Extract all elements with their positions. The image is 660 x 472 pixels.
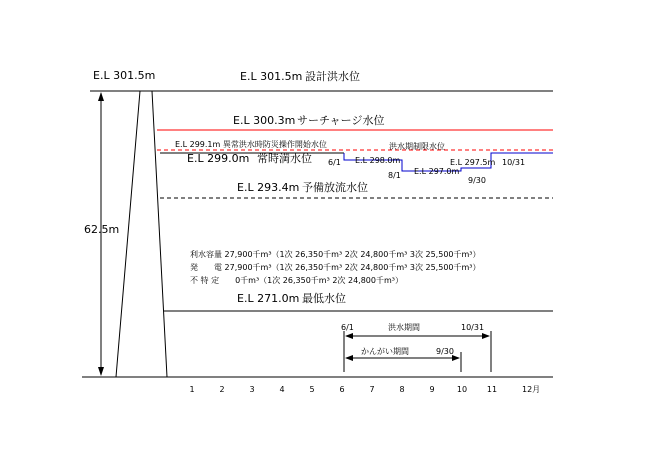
preliminary-release-el: E.L 293.4m (237, 181, 300, 194)
height-arrow-head-top (98, 92, 104, 101)
step-label-el-2975: E.L 297.5m (450, 158, 496, 167)
month-label: 8 (399, 385, 405, 394)
step-label-9-30: 9/30 (468, 176, 486, 185)
irrigation-period-end: 9/30 (436, 347, 454, 356)
minimum-el: E.L 271.0m (237, 292, 300, 305)
capacity-water-use: 利水容量 27,900千m³（1次 26,350千m³ 2次 24,800千m³ 3次 25,500千m³） (190, 250, 481, 259)
surcharge-el: E.L 300.3m (233, 114, 296, 127)
month-label: 1 (189, 385, 195, 394)
design-flood-el: E.L 301.5m (240, 70, 303, 83)
step-label-el-298: E.L 298.0m (355, 156, 401, 165)
flood-period-arrow-head-right (482, 333, 490, 339)
flood-period-arrow-head-left (345, 333, 353, 339)
step-label-6-1: 6/1 (328, 158, 341, 167)
irrigation-period-label: かんがい期間 (361, 347, 409, 356)
month-label: 9 (429, 385, 435, 394)
month-label: 2 (219, 385, 225, 394)
height-arrow-head-bottom (98, 367, 104, 376)
dam-height-label: 62.5m (84, 223, 120, 236)
minimum-name: 最低水位 (302, 292, 346, 305)
flood-period-label: 洪水期間 (388, 323, 420, 332)
month-label: 3 (249, 385, 255, 394)
month-label: 5 (309, 385, 315, 394)
design-flood-name: 設計洪水位 (305, 70, 360, 83)
month-label: 6 (339, 385, 345, 394)
capacity-power: 発 電 27,900千m³（1次 26,350千m³ 2次 24,800千m³ 3次 25,500千m³） (190, 263, 481, 272)
step-label-8-1: 8/1 (388, 171, 401, 180)
flood-period-start: 6/1 (341, 323, 354, 332)
flood-period-end: 10/31 (461, 323, 485, 332)
left-el-label: E.L 301.5m (93, 69, 156, 82)
normal-full-name: 常時満水位 (257, 152, 312, 165)
month-label: 10 (456, 385, 468, 394)
month-label: 7 (369, 385, 375, 394)
step-label-el-297: E.L 297.0m (414, 167, 460, 176)
capacity-unspecified: 不 特 定 0千m³（1次 26,350千m³ 2次 24,800千m³） (190, 276, 403, 285)
dam-body (116, 91, 167, 377)
normal-full-el: E.L 299.0m (187, 152, 250, 165)
irrigation-period-arrow-head-left (345, 355, 353, 361)
month-label: 12月 (522, 385, 541, 394)
flood-limit-label: 洪水期制限水位 (389, 142, 445, 151)
month-label: 4 (279, 385, 285, 394)
step-label-10-31: 10/31 (502, 158, 526, 167)
month-labels (189, 385, 540, 394)
abnormal-flood-label: E.L 299.1m 異常洪水時防災操作開始水位 (175, 140, 327, 149)
month-label: 11 (486, 385, 498, 394)
surcharge-name: サーチャージ水位 (297, 114, 385, 127)
preliminary-release-name: 予備放流水位 (302, 181, 368, 194)
